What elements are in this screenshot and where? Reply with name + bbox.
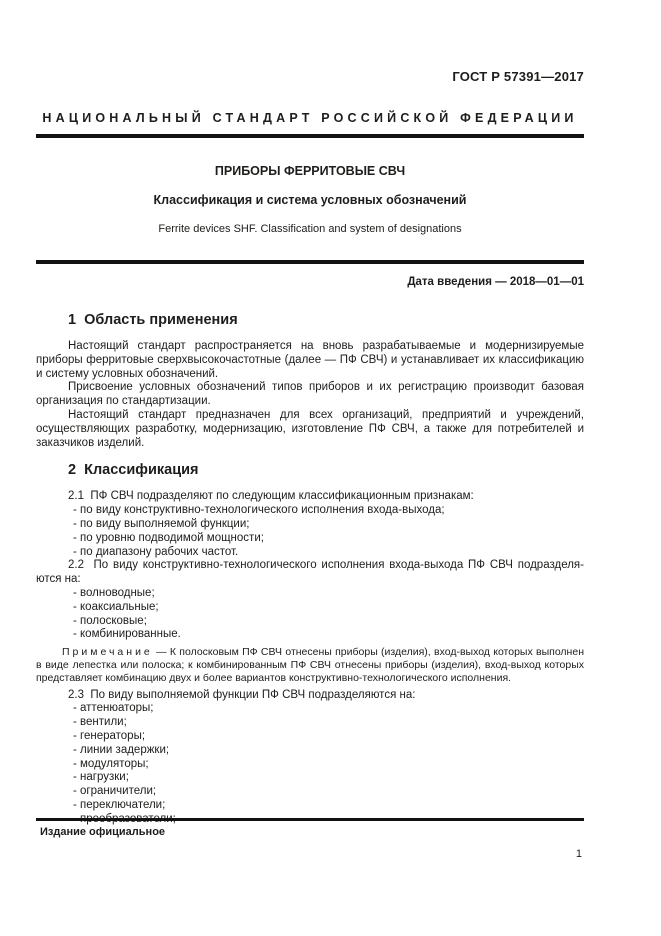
section-2-heading: 2 Классификация xyxy=(68,462,199,479)
list-item: - линии задержки; xyxy=(73,743,170,756)
section-1-heading: 1 Область применения xyxy=(68,312,238,328)
english-title: Ferrite devices SHF. Classification and system of designations xyxy=(158,223,462,235)
list-item: - по виду конструктивно-технологического исполнения входа-выхода; xyxy=(73,504,445,517)
edition-note: Издание официальное xyxy=(40,826,166,838)
list-item: - вентили; xyxy=(73,716,127,729)
effective-date: Дата введения — 2018—01—01 xyxy=(407,276,584,288)
list-item: - по диапазону рабочих частот. xyxy=(73,545,239,558)
clause-2-1: 2.1 ПФ СВЧ подразделяют по следующим классификационным признакам: xyxy=(68,490,474,503)
list-item: - коаксиальные; xyxy=(73,600,159,613)
list-item: - по уровню подводимой мощности; xyxy=(73,531,264,544)
footer-divider xyxy=(36,818,584,821)
header-divider xyxy=(36,134,584,138)
section-1-paragraph: Присвоение условных обозначений типов приборов и их регистрацию производит базовая организация по стандартизации. xyxy=(36,381,584,408)
clause-2-2: 2.2 По виду конструктивно-технологического исполнения входа-выхода ПФ СВЧ подразделяются на: xyxy=(36,559,584,586)
list-item: - по виду выполняемой функции; xyxy=(73,517,250,530)
list-item: - переключатели; xyxy=(73,798,166,811)
note-text: — К полосковым ПФ СВЧ отнесены приборы (изделия), вход-выход которых выполнен в виде лепестка или полоска; к комбинированным ПФ СВЧ отнесены приборы (изделия), вход-выход которых представляет комбинацию двух и более вариантов конструктивно-технологического исполнения. xyxy=(36,646,584,684)
title-divider xyxy=(36,260,584,264)
note-label: Примечание xyxy=(62,646,153,659)
clause-2-3: 2.3 По виду выполняемой функции ПФ СВЧ подразделяются на: xyxy=(68,688,416,701)
list-item: - нагрузки; xyxy=(73,771,129,784)
standard-type-line: НАЦИОНАЛЬНЫЙ СТАНДАРТ РОССИЙСКОЙ ФЕДЕРАЦИИ xyxy=(42,111,578,125)
list-item: - полосковые; xyxy=(73,614,147,627)
list-item: - ограничители; xyxy=(73,785,157,798)
note xyxy=(36,646,584,684)
page-number: 1 xyxy=(575,848,582,860)
section-1-paragraph: Настоящий стандарт распространяется на вновь разрабатываемые и модернизируемые приборы ферритовые сверхвысокочастотные (далее — ПФ СВЧ) и устанавливает их классификацию и систему условных обозначений. xyxy=(36,340,584,380)
list-item: - волноводные; xyxy=(73,586,155,599)
section-1-paragraph: Настоящий стандарт предназначен для всех организаций, предприятий и учреждений, осуществляющих разработку, модернизацию, изготовление ПФ СВЧ, а также для потребителей и заказчиков изделий. xyxy=(36,408,584,449)
list-item: - генераторы; xyxy=(73,729,146,742)
list-item: - модуляторы; xyxy=(73,757,149,770)
subtitle: Классификация и система условных обозначений xyxy=(153,193,467,207)
doc-number: ГОСТ Р 57391—2017 xyxy=(452,69,584,84)
list-item: - комбинированные. xyxy=(73,628,181,641)
list-item: - аттенюаторы; xyxy=(73,702,154,715)
main-title: ПРИБОРЫ ФЕРРИТОВЫЕ СВЧ xyxy=(214,164,406,178)
